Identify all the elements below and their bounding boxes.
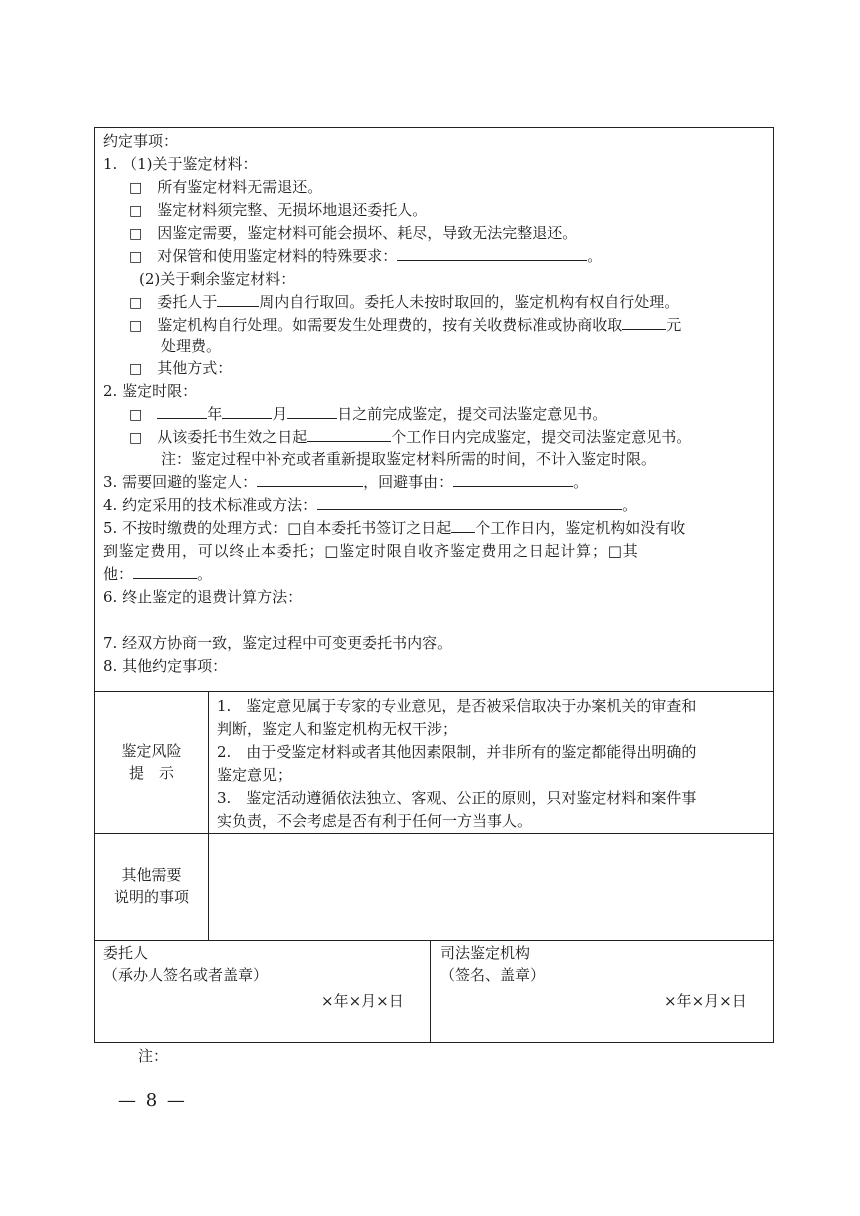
agency-title: 司法鉴定机构 [440,944,531,962]
special-requirements-blank[interactable] [397,246,587,261]
recusal-reason-label: ，回避事由： [363,473,454,491]
divider [95,940,773,941]
checkbox[interactable]: □ [129,180,143,196]
risk-notice-label-line: 鉴定风险 [121,742,182,760]
deadline-section-title: 2. 鉴定时限： [103,382,198,400]
material-option-return-intact [129,200,427,221]
risk-item-line: 2. 由于受鉴定材料或者其他因素限制，并非所有的鉴定都能得出明确的 [217,743,697,761]
weeks-blank[interactable] [217,292,259,307]
deadline-note: 注：鉴定过程中补充或者重新提取鉴定材料所需的时间，不计入鉴定时限。 [161,450,657,468]
remaining-option-agency-handle [129,315,681,336]
risk-notice-label [95,740,208,784]
divider [95,691,773,692]
recusal-expert-label: 3. 需要回避的鉴定人： [103,473,258,491]
workdays-blank[interactable] [307,427,391,442]
remaining-option-client-retrieve [129,292,679,313]
option-label: 其他方式： [157,359,233,377]
year-label: 年 [207,405,223,423]
option-label: 对保管和使用鉴定材料的特殊要求： [157,247,398,265]
recusal-reason-blank[interactable] [453,472,573,487]
checkbox[interactable]: □ [129,430,143,446]
other-matters-label-line: 其他需要 [121,866,182,884]
technical-standard-blank[interactable] [317,495,622,510]
checkbox[interactable]: □ [129,407,143,423]
month-label: 月 [272,405,288,423]
amendment-line: 7. 经双方协商一致，鉴定过程中可变更委托书内容。 [103,634,453,652]
option-label: 因鉴定需要，鉴定材料可能会损坏、耗尽，导致无法完整退还。 [157,224,578,242]
fee-amount-blank[interactable] [622,315,666,330]
late-fee-days-blank[interactable] [451,518,475,533]
late-fee-text: 5. 不按时缴费的处理方式：□自本委托书签订之日起 [103,519,452,537]
other-agreed-line: 8. 其他约定事项： [103,657,228,675]
other-matters-label-line: 说明的事项 [113,888,189,906]
deadline-option-workdays [129,427,691,448]
fee-unit: 元 [666,316,682,334]
technical-standard-line [103,495,637,515]
option-label-cont: 周内自行取回。委托人未按时取回的，鉴定机构有权自行处理。 [259,293,680,311]
punct: 。 [573,473,589,491]
page-number: — 8 — [118,1090,187,1111]
material-option-no-return [129,177,322,198]
remaining-option-other [129,358,232,379]
refund-method-line: 6. 终止鉴定的退费计算方法： [103,588,303,606]
option-label: 鉴定机构自行处理。如需要发生处理费的，按有关收费标准或协商收取 [157,316,623,334]
client-date: ×年×月×日 [321,992,404,1010]
material-option-special-requirements [129,246,602,267]
checkbox[interactable]: □ [129,361,143,377]
divider [430,940,431,1042]
client-signature-block [103,942,268,986]
year-blank[interactable] [157,404,207,419]
risk-item-line: 1. 鉴定意见属于专家的专业意见，是否被采信取决于办案机关的审查和 [217,697,697,715]
recusal-expert-blank[interactable] [257,472,363,487]
divider [208,691,209,833]
punct: 。 [587,247,603,265]
risk-notice-content [217,695,765,833]
divider [208,833,209,940]
material-section-title: 1. （1)关于鉴定材料： [103,155,258,173]
option-label-cont: 个工作日内完成鉴定，提交司法鉴定意见书。 [391,428,692,446]
checkbox[interactable]: □ [129,249,143,265]
late-fee-text-cont: 个工作日内，鉴定机构如没有收 [475,519,686,537]
risk-notice-label-line: 提 示 [128,764,174,782]
deadline-option-date [129,404,607,425]
punct: 。 [622,496,638,514]
option-label: 从该委托书生效之日起 [157,428,308,446]
other-matters-field[interactable] [217,840,765,934]
client-title: 委托人 [103,944,149,962]
agreed-matters-heading: 约定事项： [103,132,179,150]
month-blank[interactable] [222,404,272,419]
day-blank[interactable] [287,404,337,419]
agency-signature-instruction: （签名、盖章） [440,966,546,984]
checkbox[interactable]: □ [129,295,143,311]
footnote: 注： [138,1047,169,1065]
other-matters-label [95,864,208,908]
material-option-may-damage [129,223,577,244]
late-fee-other-blank[interactable] [133,564,197,579]
divider [95,833,773,834]
client-signature-instruction: （承办人签名或者盖章） [103,966,269,984]
option-label: 日之前完成鉴定，提交司法鉴定意见书。 [337,405,608,423]
risk-item-line: 鉴定意见； [217,766,293,784]
late-fee-line-2: 到鉴定费用，可以终止本委托；□鉴定时限自收齐鉴定费用之日起计算；□其 [103,542,639,560]
checkbox[interactable]: □ [129,226,143,242]
entrustment-form-table [94,127,774,1043]
checkbox[interactable]: □ [129,203,143,219]
agreed-matters-section [95,128,773,691]
remaining-option-agency-handle-cont: 处理费。 [161,337,222,355]
risk-item-line: 判断，鉴定人和鉴定机构无权干涉； [217,720,458,738]
checkbox[interactable]: □ [129,318,143,334]
late-fee-line-3 [103,564,212,584]
technical-standard-label: 4. 约定采用的技术标准或方法： [103,496,318,514]
remaining-material-title: (2)关于剩余鉴定材料： [139,270,296,288]
agency-date: ×年×月×日 [664,992,747,1010]
late-fee-line-1 [103,518,685,538]
punct: 。 [197,565,213,583]
late-fee-other-label: 他： [103,565,134,583]
option-label: 鉴定材料须完整、无损坏地退还委托人。 [157,201,428,219]
agency-signature-block [440,942,545,986]
recusal-expert-line [103,472,588,492]
risk-item-line: 实负责，不会考虑是否有利于任何一方当事人。 [217,812,533,830]
option-label: 委托人于 [157,293,218,311]
risk-item-line: 3. 鉴定活动遵循依法独立、客观、公正的原则，只对鉴定材料和案件事 [217,789,697,807]
option-label: 所有鉴定材料无需退还。 [157,178,323,196]
